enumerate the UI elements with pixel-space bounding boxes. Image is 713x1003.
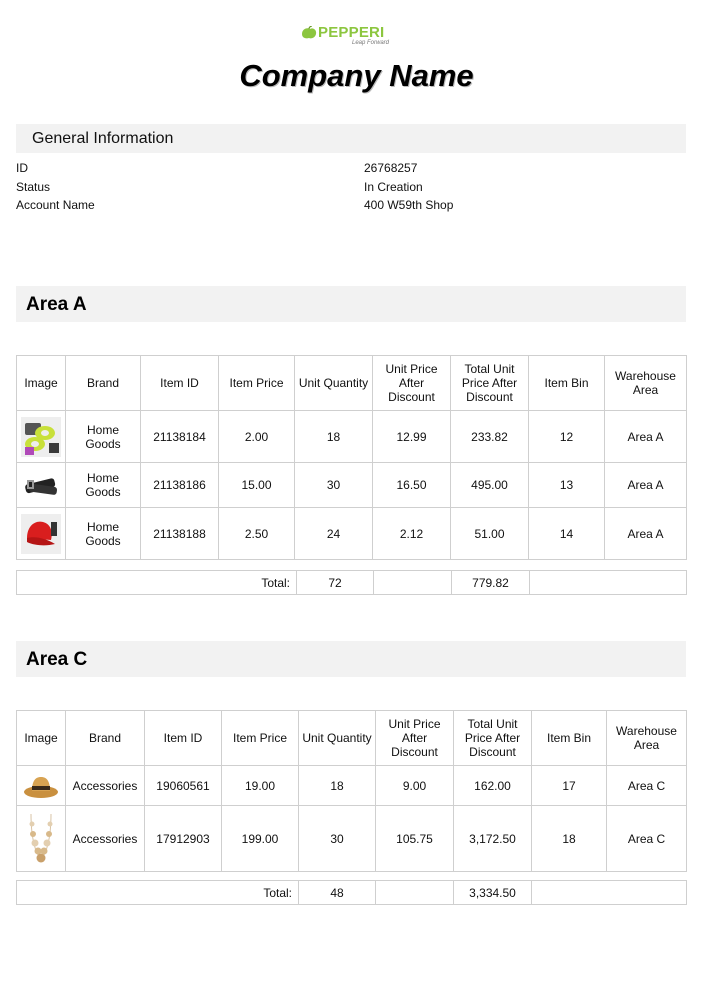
warehouse-area-cell: Area A — [605, 463, 687, 508]
col-header-brand: Brand — [66, 711, 145, 766]
brand-cell: Accessories — [66, 806, 145, 872]
total-label: Total: — [17, 881, 299, 905]
company-name: Company Name — [239, 58, 474, 93]
total-unit-quantity: 48 — [299, 881, 376, 905]
unit-price-after-discount-cell: 105.75 — [376, 806, 454, 872]
image-cell — [17, 766, 66, 806]
warehouse-area-cell: Area C — [607, 766, 687, 806]
unit-quantity-cell: 18 — [295, 411, 373, 463]
col-header-image: Image — [17, 711, 66, 766]
general-info-title: General Information — [32, 130, 174, 147]
colorful-tape-rolls-icon — [21, 417, 61, 457]
info-value: 26768257 — [364, 161, 418, 175]
col-header-warehouse-area: Warehouse Area — [607, 711, 687, 766]
warehouse-area-cell: Area C — [607, 806, 687, 872]
bead-necklace-icon — [23, 812, 59, 866]
info-row-id — [16, 161, 686, 179]
total-unit-price-cell: 3,172.50 — [454, 806, 532, 872]
unit-quantity-cell: 24 — [295, 508, 373, 560]
total-unit-quantity: 72 — [297, 571, 374, 595]
total-unit-price-cell: 233.82 — [451, 411, 529, 463]
black-belts-icon — [23, 471, 59, 499]
area-a-title: Area A — [26, 294, 87, 315]
item-id-cell: 21138188 — [141, 508, 219, 560]
col-header-unit-quantity: Unit Quantity — [295, 356, 373, 411]
col-header-total-unit-price: Total Unit Price After Discount — [454, 711, 532, 766]
table-row — [17, 766, 687, 806]
area-a-header — [16, 286, 686, 322]
area-c-title: Area C — [26, 649, 88, 670]
info-row-status — [16, 180, 686, 198]
total-empty-cell — [530, 571, 687, 595]
item-id-cell: 21138184 — [141, 411, 219, 463]
info-label: Account Name — [16, 198, 95, 212]
unit-price-after-discount-cell: 9.00 — [376, 766, 454, 806]
pepper-leaf-icon — [300, 26, 318, 40]
image-cell — [17, 508, 66, 560]
item-bin-cell: 12 — [529, 411, 605, 463]
general-info-header — [16, 124, 686, 153]
total-unit-price-sum: 779.82 — [452, 571, 530, 595]
info-value: In Creation — [364, 180, 423, 194]
table-row — [17, 508, 687, 560]
col-header-item-price: Item Price — [219, 356, 295, 411]
table-row — [17, 411, 687, 463]
warehouse-area-cell: Area A — [605, 508, 687, 560]
area-c-totals — [16, 880, 687, 905]
unit-price-after-discount-cell: 2.12 — [373, 508, 451, 560]
total-empty-cell — [374, 571, 452, 595]
table-row — [17, 463, 687, 508]
total-empty-cell — [532, 881, 687, 905]
logo-text: PEPPERI — [318, 24, 385, 41]
info-row-account-name — [16, 198, 686, 216]
item-price-cell: 2.00 — [219, 411, 295, 463]
unit-price-after-discount-cell: 16.50 — [373, 463, 451, 508]
col-header-brand: Brand — [66, 356, 141, 411]
unit-quantity-cell: 30 — [295, 463, 373, 508]
image-cell — [17, 411, 66, 463]
col-header-unit-price-after-discount: Unit Price After Discount — [373, 356, 451, 411]
table-header-row — [17, 711, 687, 766]
table-header-row — [17, 356, 687, 411]
col-header-item-bin: Item Bin — [529, 356, 605, 411]
col-header-unit-quantity: Unit Quantity — [299, 711, 376, 766]
total-label: Total: — [17, 571, 297, 595]
pepperi-logo — [300, 24, 400, 50]
info-label: Status — [16, 180, 51, 194]
col-header-unit-price-after-discount: Unit Price After Discount — [376, 711, 454, 766]
item-id-cell: 21138186 — [141, 463, 219, 508]
brand-cell: Home Goods — [66, 411, 141, 463]
info-value: 400 W59th Shop — [364, 198, 454, 212]
item-price-cell: 2.50 — [219, 508, 295, 560]
col-header-item-id: Item ID — [145, 711, 222, 766]
unit-quantity-cell: 30 — [299, 806, 376, 872]
totals-row — [17, 881, 687, 905]
warehouse-area-cell: Area A — [605, 411, 687, 463]
table-row — [17, 806, 687, 872]
totals-row — [17, 571, 687, 595]
item-price-cell: 199.00 — [222, 806, 299, 872]
item-bin-cell: 14 — [529, 508, 605, 560]
brand-cell: Home Goods — [66, 508, 141, 560]
brand-cell: Home Goods — [66, 463, 141, 508]
total-unit-price-cell: 495.00 — [451, 463, 529, 508]
item-price-cell: 19.00 — [222, 766, 299, 806]
item-id-cell: 17912903 — [145, 806, 222, 872]
area-a-items-table — [16, 355, 687, 560]
unit-quantity-cell: 18 — [299, 766, 376, 806]
total-unit-price-cell: 162.00 — [454, 766, 532, 806]
total-unit-price-cell: 51.00 — [451, 508, 529, 560]
item-bin-cell: 17 — [532, 766, 607, 806]
image-cell — [17, 463, 66, 508]
image-cell — [17, 806, 66, 872]
col-header-item-bin: Item Bin — [532, 711, 607, 766]
col-header-item-id: Item ID — [141, 356, 219, 411]
col-header-item-price: Item Price — [222, 711, 299, 766]
item-id-cell: 19060561 — [145, 766, 222, 806]
area-c-header — [16, 641, 686, 677]
red-cap-icon — [21, 514, 61, 554]
unit-price-after-discount-cell: 12.99 — [373, 411, 451, 463]
col-header-total-unit-price: Total Unit Price After Discount — [451, 356, 529, 411]
item-bin-cell: 13 — [529, 463, 605, 508]
item-price-cell: 15.00 — [219, 463, 295, 508]
straw-hat-icon — [23, 772, 59, 800]
col-header-warehouse-area: Warehouse Area — [605, 356, 687, 411]
total-empty-cell — [376, 881, 454, 905]
brand-cell: Accessories — [66, 766, 145, 806]
total-unit-price-sum: 3,334.50 — [454, 881, 532, 905]
area-c-items-table — [16, 710, 687, 872]
logo-tagline: Leap Forward — [352, 40, 390, 46]
info-label: ID — [16, 161, 28, 175]
area-a-totals — [16, 570, 687, 595]
col-header-image: Image — [17, 356, 66, 411]
item-bin-cell: 18 — [532, 806, 607, 872]
